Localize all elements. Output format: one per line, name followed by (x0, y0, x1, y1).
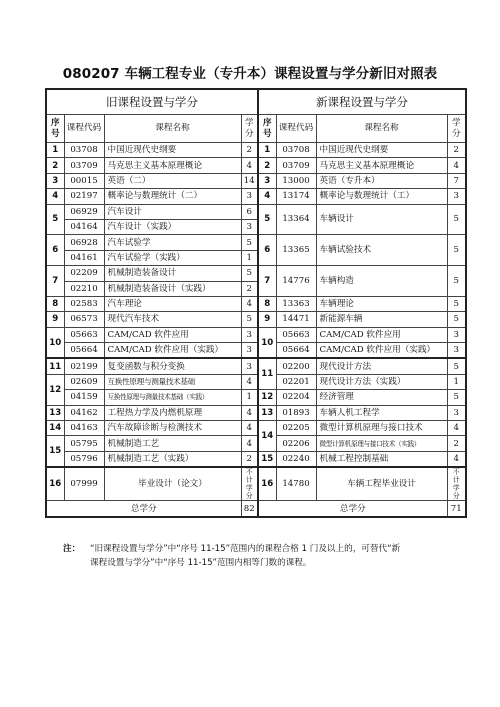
new-name: 微型计算机原理与接口技术（实践） (316, 436, 447, 451)
new-seq: 16 (258, 467, 276, 501)
old-credit: 4 (241, 296, 258, 311)
table-row (46, 266, 466, 281)
table-row (46, 204, 466, 219)
old-seq: 3 (46, 173, 64, 188)
new-code: 02201 (276, 374, 316, 389)
new-name: 现代设计方法 (316, 358, 447, 374)
old-name: 互换性原理与测量技术基础 (104, 374, 241, 389)
table-row (46, 405, 466, 420)
footnote (64, 542, 474, 570)
table-row (46, 390, 466, 405)
new-seq: 11 (258, 358, 276, 389)
new-code: 13363 (276, 296, 316, 311)
new-credit: 1 (447, 374, 466, 389)
new-name: 经济管理 (316, 390, 447, 405)
old-credit: 3 (241, 219, 258, 234)
old-credit: 4 (241, 421, 258, 436)
old-seq: 10 (46, 327, 64, 358)
old-seq: 15 (46, 436, 64, 467)
new-name: 新能源车辆 (316, 312, 447, 327)
old-code: 04159 (64, 390, 104, 405)
old-name: 机械制造工艺 (104, 436, 241, 451)
table-row (46, 327, 466, 342)
new-code: 02240 (276, 451, 316, 467)
old-total-value: 82 (241, 501, 258, 518)
new-name: 英语（专升本） (316, 173, 447, 188)
old-credit: 1 (241, 250, 258, 265)
footnote-line-2: 课程设置与学分”中“序号 11-15”范围内相等门数的课程。 (90, 558, 312, 568)
new-name: 机械工程控制基础 (316, 451, 447, 467)
new-name: 车辆人机工程学 (316, 405, 447, 420)
new-code: 05663 (276, 327, 316, 342)
new-credit: 3 (447, 343, 466, 359)
old-name: 互换性原理与测量技术基础（实践） (104, 390, 241, 405)
old-seq: 4 (46, 189, 64, 204)
new-credit: 3 (447, 327, 466, 342)
old-credit: 2 (241, 281, 258, 296)
old-credit: 3 (241, 327, 258, 342)
old-credit: 3 (241, 343, 258, 359)
old-credit: 5 (241, 266, 258, 281)
old-code: 05664 (64, 343, 104, 359)
old-credit: 4 (241, 436, 258, 451)
new-total-label: 总学分 (258, 501, 447, 518)
page-title: 080207 车辆工程专业（专升本）课程设置与学分新旧对照表 (62, 66, 438, 82)
old-name: CAM/CAD 软件应用 (104, 327, 241, 342)
course-comparison-table (45, 88, 467, 518)
new-name-header: 课程名称 (316, 115, 447, 143)
new-credit: 5 (447, 312, 466, 327)
old-code: 07999 (64, 467, 104, 501)
new-credit: 3 (447, 189, 466, 204)
new-name: CAM/CAD 软件应用（实践） (316, 343, 447, 359)
new-credit: 5 (447, 204, 466, 235)
new-seq: 12 (258, 390, 276, 405)
old-credit: 4 (241, 405, 258, 420)
table-row (46, 235, 466, 250)
new-code: 02204 (276, 390, 316, 405)
table-row (46, 312, 466, 327)
old-credit: 1 (241, 390, 258, 405)
old-credit: 4 (241, 158, 258, 173)
old-seq: 6 (46, 235, 64, 266)
new-name: 车辆设计 (316, 204, 447, 235)
new-seq: 2 (258, 158, 276, 173)
old-name: 机械制造装备设计 (104, 266, 241, 281)
old-name-header: 课程名称 (104, 115, 241, 143)
old-name: 机械制造工艺（实践） (104, 451, 241, 467)
new-code: 03708 (276, 143, 316, 158)
old-seq: 12 (46, 374, 64, 405)
new-name: 车辆工程毕业设计 (316, 467, 447, 501)
new-code: 14471 (276, 312, 316, 327)
old-name: 概率论与数理统计（二） (104, 189, 241, 204)
new-name: CAM/CAD 软件应用 (316, 327, 447, 342)
new-code: 14776 (276, 266, 316, 297)
old-name: 汽车设计（实践） (104, 219, 241, 234)
old-name: 中国近现代史纲要 (104, 143, 241, 158)
old-credit: 3 (241, 358, 258, 374)
old-seq: 1 (46, 143, 64, 158)
footnote-line-1: “旧课程设置与学分”中“序号 11-15”范围内的课程合格 1 门及以上的，可替代“新 (90, 544, 401, 554)
old-code: 04163 (64, 421, 104, 436)
old-seq: 11 (46, 358, 64, 374)
new-code: 13000 (276, 173, 316, 188)
new-seq: 6 (258, 235, 276, 266)
old-credit: 14 (241, 173, 258, 188)
old-seq: 9 (46, 312, 64, 327)
new-seq: 8 (258, 296, 276, 311)
old-name: 工程热力学及内燃机原理 (104, 405, 241, 420)
new-seq: 3 (258, 173, 276, 188)
new-credit: 5 (447, 296, 466, 311)
new-code: 13364 (276, 204, 316, 235)
new-name: 现代设计方法（实践） (316, 374, 447, 389)
table-row (46, 467, 466, 501)
table-row (46, 421, 466, 436)
new-code: 13174 (276, 189, 316, 204)
new-credit: 不计学分 (447, 467, 466, 501)
footnote-label: 注： (63, 544, 81, 554)
new-code: 01893 (276, 405, 316, 420)
new-code: 05664 (276, 343, 316, 359)
new-credit: 4 (447, 421, 466, 436)
old-code: 05796 (64, 451, 104, 467)
old-code: 06928 (64, 235, 104, 250)
old-credit-header: 学分 (241, 115, 258, 143)
old-code: 04161 (64, 250, 104, 265)
old-credit: 4 (241, 374, 258, 389)
old-name: 汽车试验学 (104, 235, 241, 250)
new-name: 车辆试验技术 (316, 235, 447, 266)
new-credit: 5 (447, 266, 466, 297)
old-code: 02197 (64, 189, 104, 204)
new-credit: 4 (447, 451, 466, 467)
old-credit: 5 (241, 312, 258, 327)
new-seq-header: 序号 (258, 115, 276, 143)
new-seq: 5 (258, 204, 276, 235)
old-code: 06573 (64, 312, 104, 327)
new-code: 02205 (276, 421, 316, 436)
old-seq: 5 (46, 204, 64, 235)
new-credit: 2 (447, 143, 466, 158)
old-code: 00015 (64, 173, 104, 188)
table-row (46, 296, 466, 311)
old-seq: 8 (46, 296, 64, 311)
old-credit: 6 (241, 204, 258, 219)
old-seq: 13 (46, 405, 64, 420)
new-name: 马克思主义基本原理概论 (316, 158, 447, 173)
new-name: 微型计算机原理与接口技术 (316, 421, 447, 436)
table-row (46, 358, 466, 374)
new-code: 02200 (276, 358, 316, 374)
old-name: 汽车试验学（实践） (104, 250, 241, 265)
new-section-header: 新课程设置与学分 (258, 89, 466, 115)
table-row (46, 436, 466, 451)
table-row (46, 451, 466, 467)
new-credit: 3 (447, 405, 466, 420)
new-name: 中国近现代史纲要 (316, 143, 447, 158)
old-name: 现代汽车技术 (104, 312, 241, 327)
old-name: 复变函数与积分变换 (104, 358, 241, 374)
old-total-label: 总学分 (46, 501, 241, 518)
table-row (46, 374, 466, 389)
old-code: 06929 (64, 204, 104, 219)
new-seq: 1 (258, 143, 276, 158)
new-seq: 4 (258, 189, 276, 204)
old-code: 03709 (64, 158, 104, 173)
new-seq: 7 (258, 266, 276, 297)
new-name: 车辆构造 (316, 266, 447, 297)
new-code: 03709 (276, 158, 316, 173)
old-name: 汽车故障诊断与检测技术 (104, 421, 241, 436)
old-code: 02199 (64, 358, 104, 374)
new-credit: 5 (447, 235, 466, 266)
new-code-header: 课程代码 (276, 115, 316, 143)
new-name: 概率论与数理统计（工） (316, 189, 447, 204)
old-code: 02609 (64, 374, 104, 389)
old-seq: 7 (46, 266, 64, 297)
new-credit: 5 (447, 358, 466, 374)
table-row (46, 189, 466, 204)
old-credit: 5 (241, 235, 258, 250)
new-credit-header: 学分 (447, 115, 466, 143)
old-code: 02209 (64, 266, 104, 281)
table-row (46, 173, 466, 188)
old-code-header: 课程代码 (64, 115, 104, 143)
old-name: 英语（二） (104, 173, 241, 188)
new-seq: 13 (258, 405, 276, 420)
new-credit: 4 (447, 158, 466, 173)
old-name: 马克思主义基本原理概论 (104, 158, 241, 173)
old-code: 02583 (64, 296, 104, 311)
old-code: 02210 (64, 281, 104, 296)
old-section-header: 旧课程设置与学分 (46, 89, 258, 115)
old-credit: 3 (241, 189, 258, 204)
new-seq: 14 (258, 421, 276, 452)
table-row (46, 143, 466, 158)
new-code: 13365 (276, 235, 316, 266)
old-code: 05795 (64, 436, 104, 451)
table-row (46, 158, 466, 173)
old-credit: 不计学分 (241, 467, 258, 501)
old-seq: 14 (46, 421, 64, 436)
new-credit: 7 (447, 173, 466, 188)
old-seq-header: 序号 (46, 115, 64, 143)
new-total-value: 71 (447, 501, 466, 518)
old-code: 04162 (64, 405, 104, 420)
table-row (46, 343, 466, 359)
old-name: 机械制造装备设计（实践） (104, 281, 241, 296)
old-code: 03708 (64, 143, 104, 158)
old-seq: 16 (46, 467, 64, 501)
new-code: 02206 (276, 436, 316, 451)
new-credit: 2 (447, 436, 466, 451)
new-credit: 5 (447, 390, 466, 405)
new-seq: 9 (258, 312, 276, 327)
old-seq: 2 (46, 158, 64, 173)
old-code: 04164 (64, 219, 104, 234)
old-name: 汽车设计 (104, 204, 241, 219)
old-credit: 2 (241, 451, 258, 467)
old-name: 汽车理论 (104, 296, 241, 311)
new-seq: 15 (258, 451, 276, 467)
new-name: 车辆理论 (316, 296, 447, 311)
new-seq: 10 (258, 327, 276, 358)
old-name: 毕业设计（论文） (104, 467, 241, 501)
old-credit: 2 (241, 143, 258, 158)
total-row (46, 501, 466, 518)
new-code: 14780 (276, 467, 316, 501)
old-name: CAM/CAD 软件应用（实践） (104, 343, 241, 359)
old-code: 05663 (64, 327, 104, 342)
